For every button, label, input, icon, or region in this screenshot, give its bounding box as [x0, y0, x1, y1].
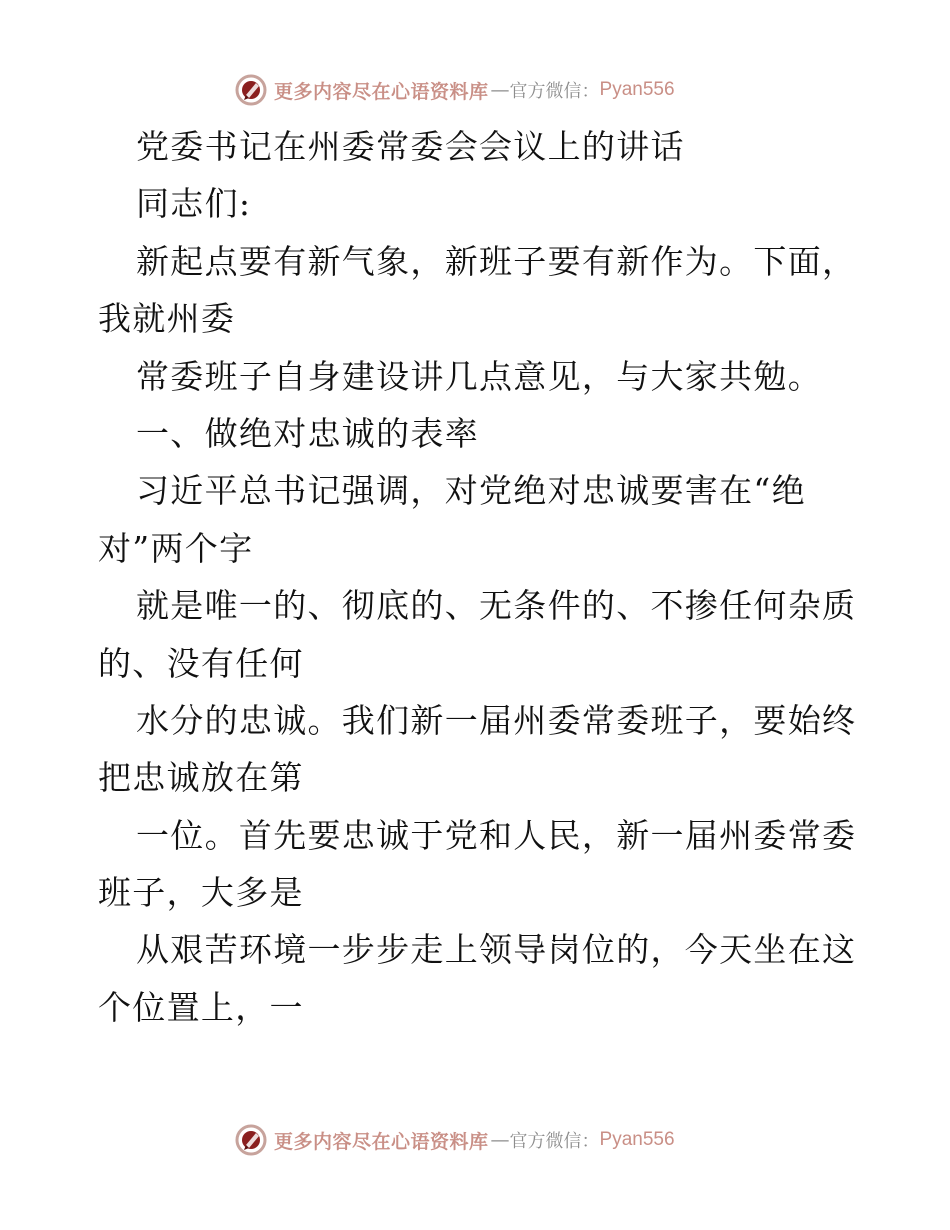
text-line: 我就州委 — [98, 299, 236, 339]
text-line: 水分的忠诚。我们新一届州委常委班子，要始终 — [136, 700, 857, 740]
document-body — [98, 118, 858, 1036]
watermark-main-text: 更多内容尽在心语资料库 — [274, 1130, 489, 1153]
footer-watermark — [234, 1122, 675, 1158]
watermark-main-text: 更多内容尽在心语资料库 — [274, 80, 489, 103]
text-line: 就是唯一的、彻底的、无条件的、不掺任何杂质 — [136, 586, 857, 626]
text-line: 新起点要有新气象，新班子要有新作为。下面， — [136, 241, 857, 281]
pen-logo-icon — [234, 1123, 268, 1157]
pen-logo-icon — [234, 73, 268, 107]
text-line: 一位。首先要忠诚于党和人民，新一届州委常委 — [136, 815, 857, 855]
text-line: 把忠诚放在第 — [98, 758, 304, 798]
text-line: 班子，大多是 — [98, 873, 304, 913]
watermark-account: Pyan556 — [599, 79, 675, 100]
text-line: 同志们: — [136, 184, 252, 224]
watermark-label: 官方微信： — [509, 1131, 600, 1152]
text-line: 个位置上，一 — [98, 987, 304, 1027]
text-line: 党委书记在州委常委会会议上的讲话 — [136, 127, 685, 166]
text-line: 一、做绝对忠诚的表率 — [136, 413, 479, 453]
text-line: 的、没有任何 — [98, 643, 304, 683]
text-line: 从艰苦环境一步步走上领导岗位的，今天坐在这 — [136, 930, 857, 970]
watermark-account: Pyan556 — [599, 1129, 675, 1150]
text-line: 常委班子自身建设讲几点意见，与大家共勉。 — [136, 356, 822, 396]
watermark-label: 官方微信： — [509, 81, 600, 102]
text-line: 习近平总书记强调，对党绝对忠诚要害在“绝 — [136, 471, 806, 511]
watermark-separator: — — [490, 1129, 510, 1151]
text-line: 对”两个字 — [98, 528, 254, 568]
watermark-separator: — — [490, 79, 510, 101]
header-watermark — [234, 72, 675, 108]
